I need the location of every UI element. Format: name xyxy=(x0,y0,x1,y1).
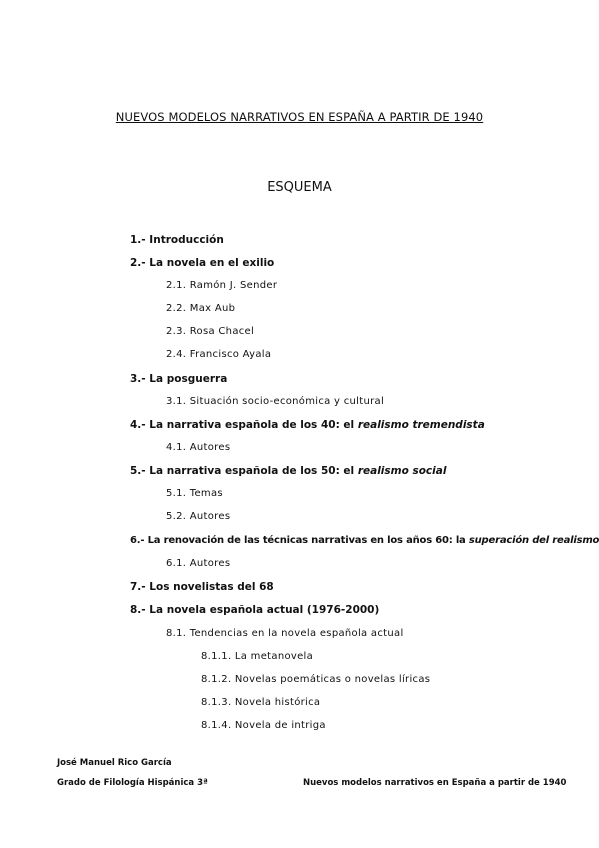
toc-item: 4.- La narrativa española de los 40: el realismo tremendista xyxy=(130,419,485,431)
toc-item-emphasis: superación del realismo xyxy=(468,535,599,546)
toc-subsubitem: 8.1.1. La metanovela xyxy=(201,651,314,662)
toc-subitem: 2.4. Francisco Ayala xyxy=(166,349,272,360)
toc-subitem: 6.1. Autores xyxy=(166,558,231,569)
toc-subitem: 5.1. Temas xyxy=(166,488,223,499)
toc-item: 5.- La narrativa española de los 50: el realismo social xyxy=(130,465,447,477)
toc-subsubitem: 8.1.4. Novela de intriga xyxy=(201,720,326,731)
toc-item: 2.- La novela en el exilio xyxy=(130,257,275,269)
toc-item: 8.- La novela española actual (1976-2000) xyxy=(130,604,380,616)
toc-item: 3.- La posguerra xyxy=(130,373,228,385)
toc-subitem: 4.1. Autores xyxy=(166,442,231,453)
toc-item-emphasis: realismo tremendista xyxy=(357,419,485,431)
toc-subitem: 2.3. Rosa Chacel xyxy=(166,326,255,337)
toc-item: 1.- Introducción xyxy=(130,234,224,246)
toc-subsubitem: 8.1.2. Novelas poemáticas o novelas líricas xyxy=(201,674,431,685)
footer-course: Grado de Filología Hispánica 3ª xyxy=(57,778,208,788)
footer-author: José Manuel Rico García xyxy=(57,758,172,768)
section-heading: ESQUEMA xyxy=(267,180,332,195)
toc-subsubitem: 8.1.3. Novela histórica xyxy=(201,697,321,708)
toc-subitem: 8.1. Tendencias en la novela española actual xyxy=(166,628,404,639)
toc-subitem: 3.1. Situación socio-económica y cultural xyxy=(166,396,385,407)
toc-item: 6.- La renovación de las técnicas narrativas en los años 60: la superación del realismo xyxy=(130,535,599,546)
toc-subitem: 2.1. Ramón J. Sender xyxy=(166,280,278,291)
toc-item: 7.- Los novelistas del 68 xyxy=(130,581,274,593)
footer-running-title: Nuevos modelos narrativos en España a partir de 1940 xyxy=(303,778,567,788)
toc-subitem: 5.2. Autores xyxy=(166,511,231,522)
toc-item-emphasis: realismo social xyxy=(357,465,447,477)
toc-subitem: 2.2. Max Aub xyxy=(166,303,236,314)
document-title: NUEVOS MODELOS NARRATIVOS EN ESPAÑA A PARTIR DE 1940 xyxy=(115,110,484,124)
